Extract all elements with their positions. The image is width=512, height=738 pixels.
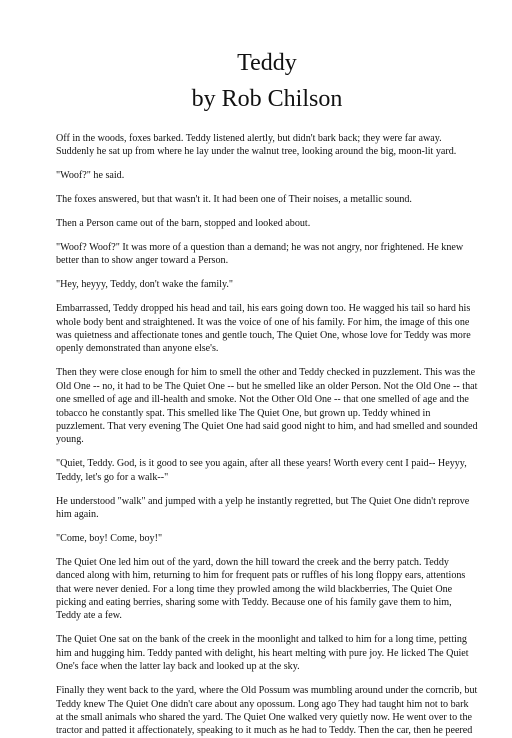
paragraph: Off in the woods, foxes barked. Teddy listened alertly, but didn't bark back; they were far away. Suddenly he sat up from where he lay under the walnut tree, looking around the big, moon-lit yard.: [56, 133, 457, 158]
story-byline: by Rob Chilson: [191, 86, 343, 112]
paragraph: The Quiet One led him out of the yard, down the hill toward the creek and the berry patch. Teddy danced along with him, returning to him for frequent pats or ruffles of his long floppy ears, attentions that were never denied. For a long time they prowled among the wild blackberries, The Quiet One picking and eating berries, sharing some with Teddy. Because one of his family gave them to him, Teddy ate a few.: [56, 556, 466, 622]
paragraph: "Woof?" he said.: [56, 170, 125, 182]
paragraph: The Quiet One sat on the bank of the creek in the moonlight and talked to him for a long time, petting him and hugging him. Teddy panted with delight, his heart melting with pure joy. He licked The Quiet One's face when the latter lay back and looked up at the sky.: [56, 634, 469, 673]
paragraph: "Woof? Woof?" It was more of a question than a demand; he was not angry, nor frightened. He knew better than to show anger toward a Person.: [56, 242, 464, 267]
story-title: Teddy: [237, 50, 297, 76]
paragraph: "Come, boy! Come, boy!": [56, 532, 163, 544]
paragraph: Then they were close enough for him to smell the other and Teddy checked in puzzlement. This was the Old One -- no, it had to be The Quiet One -- but he smelled like an older Person. Not the Old One -- that one smelled of age and ill-health and smoke. Not the Other Old One -- that one smelled of age and the tobacco he constantly spat. This smelled like The Quiet One, but grown up. Teddy whined in puzzlement. That very evening The Quiet One had said good night to him, and had smelled and sounded young.: [56, 367, 478, 446]
paragraph: The foxes answered, but that wasn't it. It had been one of Their noises, a metallic sound.: [56, 194, 412, 206]
paragraph: "Quiet, Teddy. God, is it good to see you again, after all these years! Worth every cent I paid-- Heyyy, Teddy, let's go for a walk--": [56, 458, 467, 483]
paragraph: Embarrassed, Teddy dropped his head and tail, his ears going down too. He wagged his tail so hard his whole body bent and straightened. It was the voice of one of his family. For him, the image of this one was quietness and affectionate tones and gentle touch, The Quiet One, whose love for Teddy was more openly demonstrated than anyone else's.: [56, 303, 471, 355]
paragraph: Then a Person came out of the barn, stopped and looked about.: [56, 218, 311, 230]
paragraph: Finally they went back to the yard, where the Old Possum was mumbling around under the corncrib, but Teddy knew The Quiet One didn't care about any opossum. Long ago They had taught him not to bark at the small animals who shared the yard. The Quiet One walked very quietly now. He went over to the tractor and patted it affectionately, speaking to it much as he had to Teddy. Then the car, then he peered: [56, 685, 478, 737]
paragraph: "Hey, heyyy, Teddy, don't wake the family.": [56, 279, 233, 291]
paragraph: He understood "walk" and jumped with a yelp he instantly regretted, but The Quiet One didn't reprove him again.: [56, 495, 470, 521]
